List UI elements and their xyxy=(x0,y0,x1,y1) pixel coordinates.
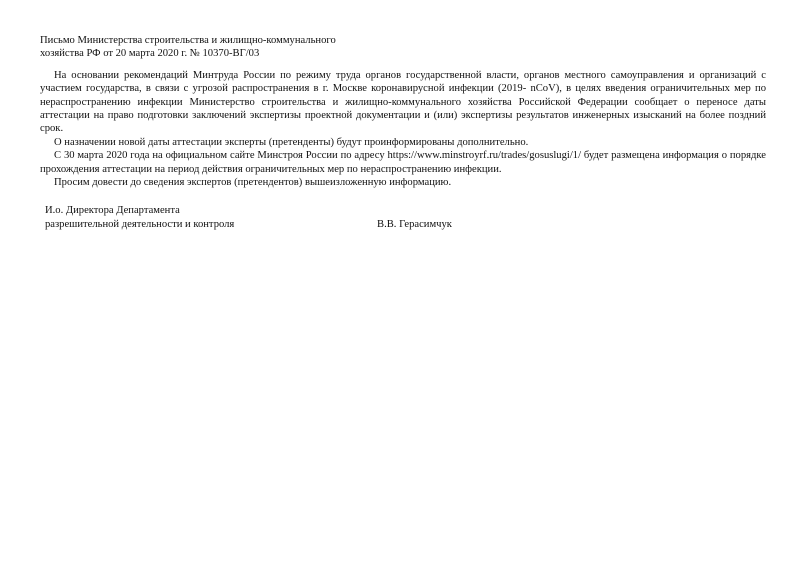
paragraph-recommendations: На основании рекомендаций Минтруда России по режиму труда органов государственной власти, органов местного самоуправления и организаций с участием государства, в связи с угрозой распространения в г. Москве коронавирусной инфекции (2019- nCoV), в целях введения ограничительных мер по нераспространению инфекции Министерство строительства и жилищно-коммунального хозяйства Российской Федерации сообщает о переносе даты аттестации на право подготовки заключений экспертизы проектной документации и (или) экспертизы результатов инженерных изысканий на более поздний срок. xyxy=(40,69,766,135)
document-body xyxy=(40,69,766,190)
paragraph-request: Просим довести до сведения экспертов (претендентов) вышеизложенную информацию. xyxy=(54,177,452,189)
document-title xyxy=(40,34,420,61)
signatory-position-line-2: разрешительной деятельности и контроля xyxy=(45,218,235,230)
document-page xyxy=(40,34,766,234)
signature-block xyxy=(40,204,766,234)
document-title-line-2: хозяйства РФ от 20 марта 2020 г. № 10370-ВГ/03 xyxy=(40,48,260,60)
paragraph-website-info: С 30 марта 2020 года на официальном сайте Минстроя России по адресу https://www.minstroyrf.ru/trades/gosuslugi/1/ будет размещена информация о порядке прохождения аттестации на период действия ограничительных мер по нераспространению инфекции. xyxy=(40,150,766,175)
paragraph-new-date-notice: О назначении новой даты аттестации эксперты (претенденты) будут проинформированы дополнительно. xyxy=(54,136,529,148)
signatory-name: В.В. Герасимчук xyxy=(377,218,452,230)
document-title-line-1: Письмо Министерства строительства и жилищно-коммунального xyxy=(40,35,336,46)
signatory-position-line-1: И.о. Директора Департамента xyxy=(45,205,180,217)
signatory-position xyxy=(45,204,234,231)
